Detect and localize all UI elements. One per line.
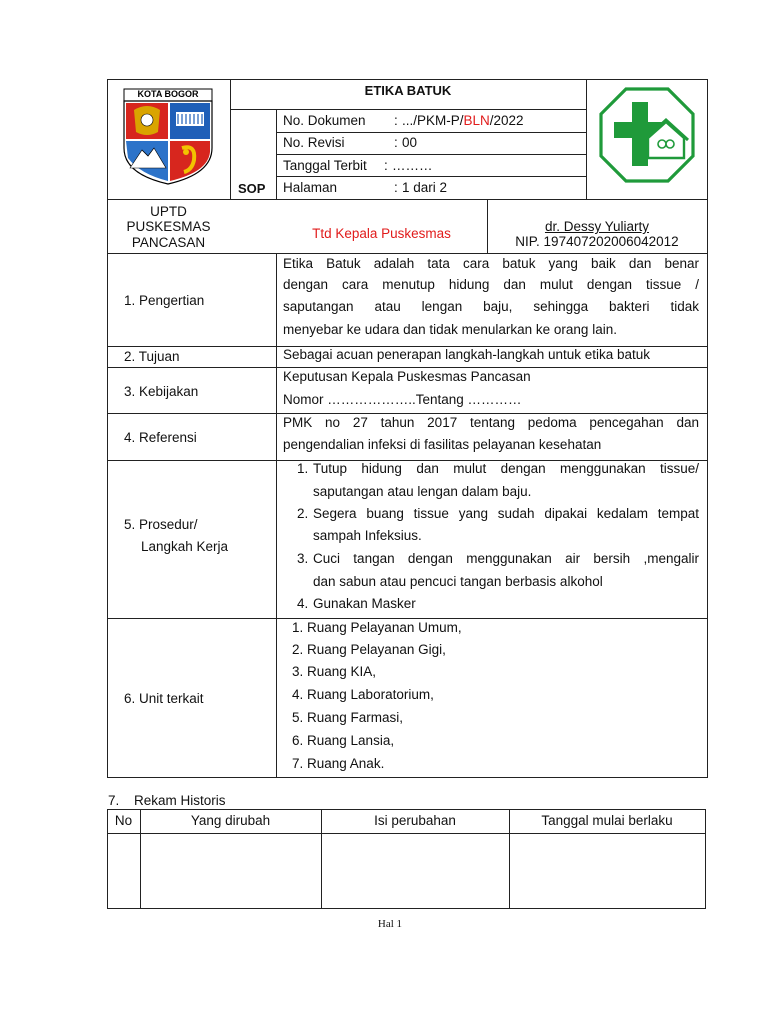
step-number: 4. <box>297 596 309 611</box>
referensi-label: 4. Referensi <box>124 430 197 445</box>
step-line: Cuci tangan dengan menggunakan air bersih ,mengalir <box>313 551 699 566</box>
pengertian-line: saputangan atau lengan baju, sehingga bakteri tidak <box>283 299 699 314</box>
unit-line-2: PUSKESMAS <box>126 219 211 234</box>
field-sep: : <box>394 180 398 195</box>
rekam-number: 7. <box>108 793 120 808</box>
field-value: 00 <box>402 135 418 150</box>
pengertian-line: Etika Batuk adalah tata cara batuk yang baik dan benar <box>283 256 699 271</box>
kebijakan-line-2: Nomor ………………..Tentang ………… <box>283 392 522 407</box>
col-header-tanggal: Tanggal mulai berlaku <box>541 813 673 828</box>
unit-item: 1. Ruang Pelayanan Umum, <box>292 620 462 635</box>
field-value: ……… <box>392 158 433 173</box>
prosedur-label-2: Langkah Kerja <box>141 539 229 554</box>
unit-terkait-label: 6. Unit terkait <box>124 691 204 706</box>
referensi-line: PMK no 27 tahun 2017 tentang pedoma pencegahan dan <box>283 415 699 430</box>
rekam-title: Rekam Historis <box>134 793 226 808</box>
tujuan-text: Sebagai acuan penerapan langkah-langkah untuk etika batuk <box>283 347 651 362</box>
page-number: Hal 1 <box>377 918 403 930</box>
doc-number-year: /2022 <box>489 113 524 128</box>
step-line: Segera buang tissue yang sudah dipakai kedalam tempat <box>313 506 699 521</box>
document-title: ETIKA BATUK <box>364 83 452 98</box>
unit-line-1: UPTD <box>150 204 187 219</box>
col-header-yang-dirubah: Yang dirubah <box>190 813 271 828</box>
unit-item: 6. Ruang Lansia, <box>292 733 395 748</box>
step-line: saputangan atau lengan dalam baju. <box>313 484 532 499</box>
step-line: dan sabun atau pencuci tangan berbasis alkohol <box>313 574 603 589</box>
field-label: Tanggal Terbit <box>283 158 367 173</box>
field-label: Halaman <box>283 180 338 195</box>
col-header-isi-perubahan: Isi perubahan <box>374 813 456 828</box>
kebijakan-label: 3. Kebijakan <box>124 384 199 399</box>
sop-label: SOP <box>238 181 266 196</box>
tujuan-label: 2. Tujuan <box>124 349 180 364</box>
pengertian-label: 1. Pengertian <box>124 293 205 308</box>
pengertian-line: menyebar ke udara dan tidak menularkan ke orang lain. <box>283 322 617 337</box>
unit-item: 3. Ruang KIA, <box>292 664 377 679</box>
col-header-no: No <box>114 813 133 828</box>
step-line: Gunakan Masker <box>313 596 416 611</box>
step-number: 3. <box>297 551 309 566</box>
head-name: dr. Dessy Yuliarty <box>544 219 650 234</box>
kebijakan-line-1: Keputusan Kepala Puskesmas Pancasan <box>283 369 531 384</box>
logo-banner-text: KOTA BOGOR <box>137 89 199 99</box>
step-number: 1. <box>297 461 309 476</box>
referensi-line: pengendalian infeksi di fasilitas pelayanan kesehatan <box>283 437 602 452</box>
prosedur-label-1: 5. Prosedur/ <box>124 517 198 532</box>
head-nip: NIP. 197407202006042012 <box>515 234 679 249</box>
puskesmas-logo <box>598 86 696 184</box>
step-line: sampah Infeksius. <box>313 528 422 543</box>
step-line: Tutup hidung dan mulut dengan menggunakan tissue/ <box>313 461 699 476</box>
doc-number-month: BLN <box>463 113 490 128</box>
unit-line-3: PANCASAN <box>131 235 206 250</box>
field-label: No. Revisi <box>283 135 345 150</box>
pengertian-line: dengan cara menutup hidung dan mulut dengan tissue / <box>283 277 699 292</box>
field-label: No. Dokumen <box>283 113 366 128</box>
ttd-label: Ttd Kepala Puskesmas <box>312 226 451 241</box>
doc-number-prefix: .../PKM-P/ <box>402 113 464 128</box>
unit-item: 4. Ruang Laboratorium, <box>292 687 434 702</box>
field-value: 1 dari 2 <box>402 180 448 195</box>
kota-bogor-logo <box>120 86 216 186</box>
field-sep: : <box>394 135 398 150</box>
field-value <box>402 113 524 128</box>
unit-item: 5. Ruang Farmasi, <box>292 710 404 725</box>
unit-item: 2. Ruang Pelayanan Gigi, <box>292 642 446 657</box>
step-number: 2. <box>297 506 309 521</box>
field-sep: : <box>384 158 388 173</box>
unit-item: 7. Ruang Anak. <box>292 756 385 771</box>
field-sep: : <box>394 113 398 128</box>
